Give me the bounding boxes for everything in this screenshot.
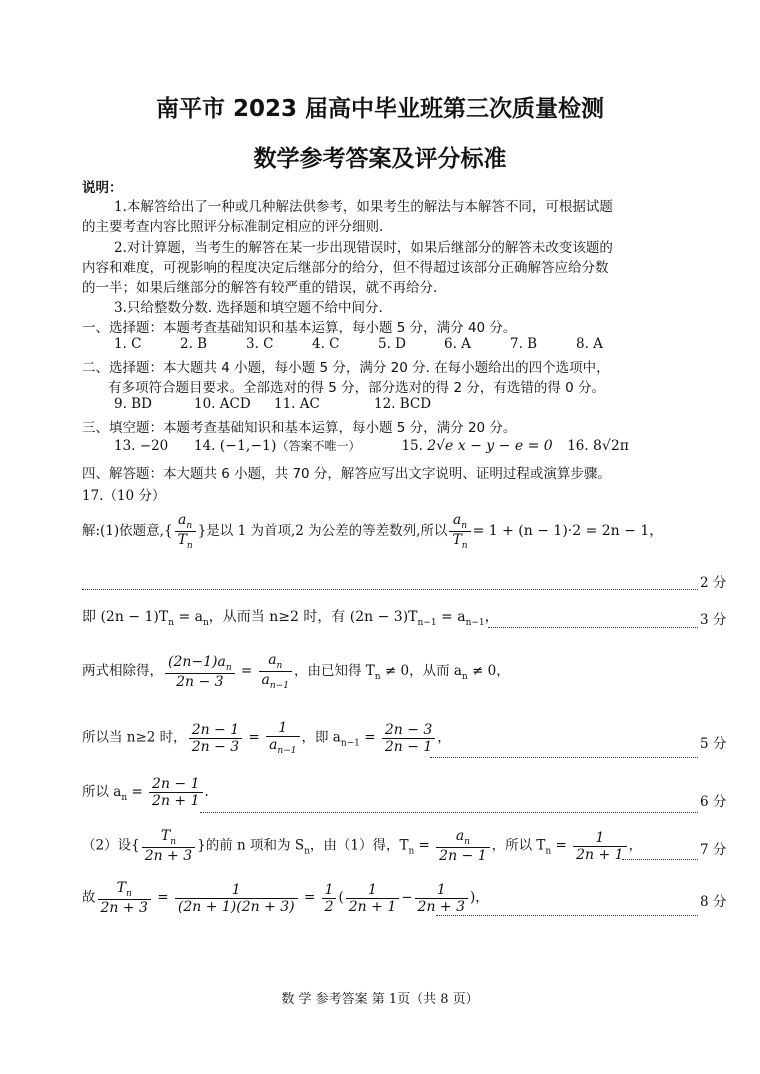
answer-3: 3. C	[246, 336, 274, 352]
answer-2: 2. B	[180, 336, 208, 352]
question-17-heading: 17.（10 分）	[82, 488, 166, 504]
answer-8: 8. A	[576, 336, 603, 352]
section-1-answers	[114, 336, 603, 352]
answer-4: 4. C	[312, 336, 340, 352]
score-leader	[622, 848, 698, 867]
solution-text: 故	[82, 889, 96, 906]
answer-9: 9. BD	[114, 396, 152, 412]
fraction-an-over-2n1: $\frac{a_n}{2n - 1}$	[436, 828, 489, 864]
answer-14-note: （答案不唯一）	[276, 439, 361, 453]
answer-7: 7. B	[510, 336, 538, 352]
document-title: 南平市 2023 届高中毕业班第三次质量检测	[155, 96, 605, 122]
answer-11: 11. AC	[274, 396, 320, 412]
solution-text: }是以 1 为首项,2 为公差的等差数列,所以	[197, 523, 448, 540]
solution-line-2: 即 $(2n - 1)T_n = a_n$，从而当 n≥2 时，有 $(2n - 3)T_{n-1} = a_{n-1}$，	[82, 609, 499, 628]
solution-text: 所以 a	[82, 784, 122, 801]
solution-text: =	[418, 837, 430, 854]
answer-13: 13. −20	[114, 438, 169, 454]
fraction-one-over-2n3: $\frac{1}{2n + 3}$	[415, 882, 468, 915]
score-5: 5 分	[700, 736, 727, 752]
solution-text: ，由已知得 T	[293, 663, 375, 680]
answer-1: 1. C	[114, 336, 142, 352]
fraction-an1: $\frac{2n - 3}{2n - 1}$	[382, 722, 435, 755]
score-7: 7 分	[700, 842, 727, 858]
solution-text: = a	[178, 609, 203, 625]
solution-text: =	[364, 729, 376, 746]
note-3: 3.只给整数分数. 选择题和填空题不给中间分.	[114, 300, 383, 316]
solution-text: ，由（1）得，T	[309, 837, 409, 854]
solution-line-3: 两式相除得， $\frac{(2n-1)a_n}{2n - 3}$ = $\frac{a_n}{a_{n-1}}$ ，由已知得 $T_n \ne 0$，从而 $a_n \ne 0$，	[82, 652, 510, 691]
solution-text: = a	[441, 609, 466, 625]
score-leader	[436, 904, 698, 923]
fraction-an-result: $\frac{2n - 1}{2n + 1}$	[149, 776, 202, 809]
answer-16-value: 8√2π	[593, 438, 629, 454]
solution-text: 即 (2n − 1)T	[82, 609, 169, 625]
solution-text: ，所以 T	[491, 837, 546, 854]
solution-text: ≠ 0，从而 a	[384, 663, 462, 680]
fraction-one-over-an1: $\frac{1}{a_{n-1}}$	[266, 720, 299, 756]
score-leader	[200, 801, 698, 820]
answer-14-label: 14.	[194, 438, 216, 454]
section-2-answers	[114, 396, 431, 412]
answer-5: 5. D	[378, 336, 406, 352]
solution-text: =	[157, 889, 169, 906]
score-6: 6 分	[700, 794, 727, 810]
solution-text: ≠ 0，	[472, 663, 510, 680]
solution-text: 所以当 n≥2 时，	[82, 729, 187, 746]
fraction-denominator: 2	[324, 898, 334, 915]
answer-6: 6. A	[444, 336, 471, 352]
score-8: 8 分	[700, 894, 727, 910]
fraction-ratio-2: $\frac{2n - 1}{2n - 3}$	[189, 722, 242, 755]
fraction-tn-over-2n3: $\frac{T_n}{2n + 3}$	[142, 828, 195, 864]
note-2c: 的一半；如果后继部分的解答有较严重的错误，就不再给分.	[82, 280, 438, 296]
fraction-an-over-an1: $\frac{a_n}{a_{n-1}}$	[259, 652, 292, 691]
answer-15-label: 15.	[401, 438, 423, 454]
section-3-heading: 三、填空题：本题考查基础知识和基本运算，每小题 5 分，满分 20 分。	[82, 420, 517, 436]
document-subtitle: 数学参考答案及评分标准	[253, 146, 507, 172]
fraction-an-over-tn: $\frac{a_n}{T_n}$	[449, 512, 470, 551]
solution-line-4: 所以当 n≥2 时， $\frac{2n - 1}{2n - 3}$ = $\frac{1}{a_{n-1}}$ ，即 $a_{n-1}$ = $\frac{2n - 3}{2n - 1}$ ，	[82, 720, 451, 756]
fraction-tn-result: $\frac{1}{2n + 1}$	[573, 830, 626, 863]
fraction-ratio: $\frac{(2n-1)a_n}{2n - 3}$	[165, 654, 235, 690]
section-3-answers	[114, 437, 629, 454]
section-4-heading: 四、解答题：本大题共 6 小题，共 70 分，解答应写出文字说明、证明过程或演算步骤。	[82, 466, 611, 482]
answer-15-value: 2√e x − y − e = 0	[427, 438, 553, 454]
solution-text: )，	[470, 889, 489, 906]
fraction-tn-over-2n3: $\frac{T_n}{2n + 3}$	[98, 880, 151, 916]
solution-line-7: 故 $\frac{T_n}{2n + 3}$ = $\frac{1}{(2n + 1)(2n + 3)}$ = $\frac{1}{2}$ ( $\frac{1}{2n + 1}$ − $\frac{1}{2n + 3}$ )，	[82, 880, 489, 917]
score-leader	[430, 746, 698, 765]
fraction-product: $\frac{1}{(2n + 1)(2n + 3)}$	[175, 882, 298, 915]
solution-text: −	[401, 889, 413, 906]
fraction-one-over-2n1: $\frac{1}{2n + 1}$	[346, 882, 399, 915]
answer-16-label: 16.	[567, 438, 589, 454]
solution-line-1	[82, 512, 663, 551]
solution-text: =	[131, 784, 143, 801]
answer-10: 10. ACD	[194, 396, 251, 412]
note-2b: 内容和难度，可视影响的程度决定后继部分的给分，但不得超过该部分正确解答应给分数	[82, 260, 609, 276]
score-leader	[82, 578, 698, 597]
fraction-half	[322, 882, 337, 915]
answer-12: 12. BCD	[374, 396, 432, 412]
score-leader	[488, 616, 698, 635]
notes-heading: 说明：	[82, 180, 123, 196]
solution-text: ，从而当 n≥2 时，有 (2n − 3)T	[208, 609, 418, 625]
solution-text: 两式相除得，	[82, 663, 163, 680]
section-2-heading-2: 有多项符合题目要求。全部选对的得 5 分，部分选对的得 2 分，有选错的得 0 分。	[108, 380, 606, 396]
solution-line-5: 所以 $a_n$ = $\frac{2n - 1}{2n + 1}$ .	[82, 776, 209, 810]
score-2: 2 分	[700, 575, 727, 591]
page-footer: 数 学 参考答案 第 1页（共 8 页）	[281, 992, 479, 1007]
fraction-numerator: 1	[322, 882, 337, 899]
note-1a: 1.本解答给出了一种或几种解法供参考，如果考生的解法与本解答不同，可根据试题	[114, 199, 613, 215]
note-2a: 2.对计算题，当考生的解答在某一步出现错误时，如果后继部分的解答未改变该题的	[114, 240, 613, 256]
section-2-heading-1: 二、选择题：本大题共 4 小题，每小题 5 分，满分 20 分. 在每小题给出的四个选项中，	[82, 360, 610, 376]
section-1-heading: 一、选择题：本题考查基础知识和基本运算，每小题 5 分，满分 40 分。	[82, 320, 517, 336]
fraction-an-over-tn: $\frac{a_n}{T_n}$	[175, 512, 196, 551]
solution-equation: = 1 + (n − 1)·2 = 2n − 1，	[472, 523, 664, 540]
solution-text: 解:(1)依题意,{	[82, 523, 173, 540]
score-3: 3 分	[700, 612, 727, 628]
solution-line-6: （2）设{ $\frac{T_n}{2n + 3}$ }的前 n 项和为 $S_n$，由（1）得，$T_n$ = $\frac{a_n}{2n - 1}$ ，所以 $T_n$ = $\frac{1}{2n + 1}$ ，	[82, 828, 643, 865]
note-1b: 的主要考查内容比照评分标准制定相应的评分细则.	[82, 219, 384, 235]
solution-text: （2）设{	[82, 837, 140, 854]
solution-text: =	[555, 837, 567, 854]
solution-text: ，	[484, 609, 499, 625]
answer-14-value: (−1,−1)	[219, 438, 277, 454]
solution-text: =	[303, 889, 316, 906]
solution-text: }的前 n 项和为 S	[197, 837, 305, 854]
solution-text: ，即 a	[301, 729, 341, 746]
